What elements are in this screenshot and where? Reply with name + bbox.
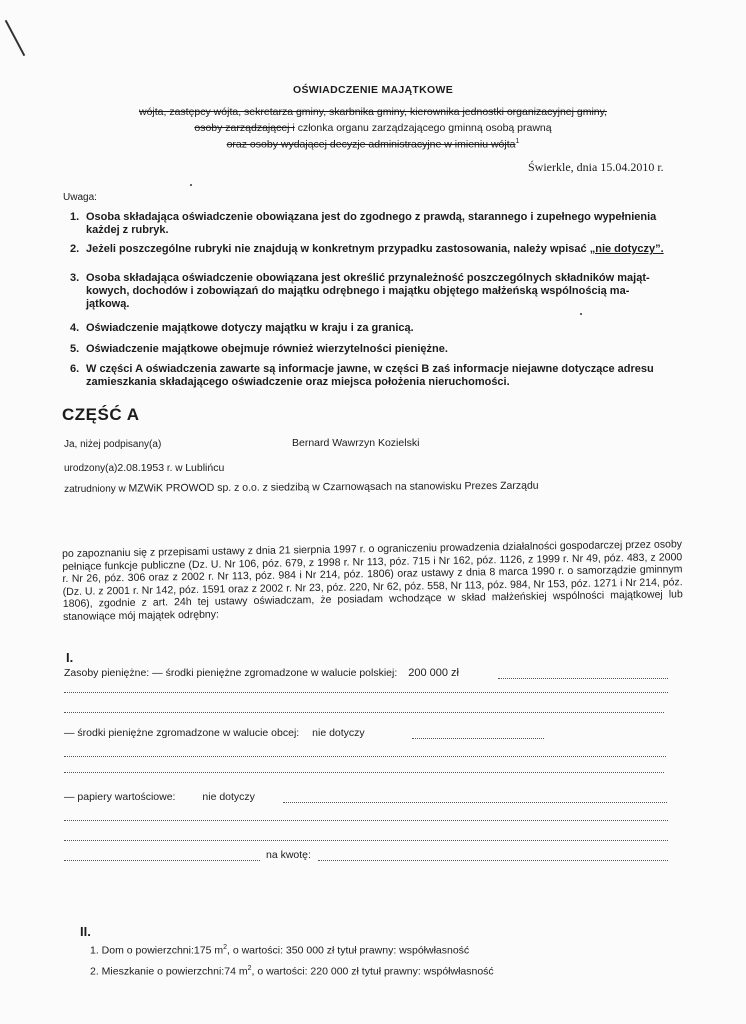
dotted-line — [64, 756, 666, 757]
section-1-heading: I. — [66, 650, 74, 665]
born-row: urodzony(a)2.08.1953 r. w Lublińcu — [64, 462, 225, 474]
dotted-line — [64, 772, 664, 773]
house-row: 1. Dom o powierzchni:175 $m^2$, o wartości: 350 000 zł tytuł prawny: współwłasność — [90, 944, 470, 957]
dotted-line — [412, 738, 544, 739]
amount-label: na kwotę: — [266, 849, 311, 861]
struck-line-2: osoby zarządzającej i członka organu zarządzającego gminną osobą prawną — [194, 122, 552, 134]
note-2: 2. Jeżeli poszczególne rubryki nie znajdują w konkretnym przypadku zastosowania, należy wpisać „nie dotyczy”. — [70, 243, 664, 255]
signed-label: Ja, niżej podpisany(a) — [64, 439, 162, 450]
document-title: OŚWIADCZENIE MAJĄTKOWE — [292, 84, 453, 96]
struck-line-3: oraz osoby wydającej decyzje administracyjne w imieniu wójta$^1$ — [226, 138, 520, 151]
note-3: 3. Osoba składająca oświadczenie obowiązana jest określić przynależność poszczególnych składników mająt- kowych, dochodów i zobowiązań do majątku odrębnego i majątku objętego małżeńską wspólnością ma- jątkową. — [70, 272, 650, 310]
dotted-line — [64, 860, 260, 861]
stray-dot — [580, 313, 582, 315]
dotted-line — [64, 712, 664, 713]
note-4: 4. Oświadczenie majątkowe dotyczy majątku w kraju i za granicą. — [70, 322, 414, 334]
dotted-line — [64, 820, 668, 821]
cash-foreign-row: — środki pieniężne zgromadzone w walucie obcej: nie dotyczy — [64, 727, 365, 739]
note-6: 6. W części A oświadczenia zawarte są informacje jawne, w części B zaś informacje niejawne dotyczące adresu zamieszkania składającego oświadczenie oraz miejsca położenia nieruchomości. — [70, 363, 654, 388]
stray-dot — [190, 184, 192, 186]
struck-line-1: wójta, zastępcy wójta, sekretarza gminy, skarbnika gminy, kierownika jednostki organizacyjnej gminy, — [138, 106, 608, 118]
note-1: 1. Osoba składająca oświadczenie obowiązana jest do zgodnego z prawdą, starannego i zupełnego wypełnienia każdej z rubryk. — [70, 211, 657, 236]
section-2-heading: II. — [80, 924, 91, 939]
dotted-line — [498, 678, 668, 679]
pen-mark — [5, 20, 26, 56]
flat-row: 2. Mieszkanie o powierzchni:74 $m^2$, o wartości: 220 000 zł tytuł prawny: współwłasność — [90, 965, 494, 978]
securities-row: — papiery wartościowe: nie dotyczy — [64, 791, 255, 803]
place-date: Świerklе, dnia 15.04.2010 r. — [528, 160, 664, 174]
part-a-heading: CZĘŚĆ A — [62, 405, 140, 424]
signed-name: Bernard Wawrzyn Kozielski — [292, 437, 420, 449]
dotted-line — [64, 692, 668, 693]
dotted-line — [283, 802, 667, 803]
dotted-line — [318, 860, 668, 861]
employment-row: zatrudniony w MZWiK PROWOD sp. z o.o. z siedzibą w Czarnowąsach na stanowisku Prezes Zarządu — [64, 479, 539, 495]
cash-pln-row: Zasoby pieniężne: — środki pieniężne zgromadzone w walucie polskiej: 200 000 zł — [64, 667, 459, 679]
uwaga-label: Uwaga: — [63, 192, 97, 203]
note-5: 5. Oświadczenie majątkowe obejmuje również wierzytelności pieniężne. — [70, 343, 448, 355]
statute-paragraph: po zapoznaniu się z przepisami ustawy z dnia 21 sierpnia 1997 r. o ograniczeniu prowadzenia działalności gospodarczej przez osoby pełniące funkcje publiczne (Dz. U. Nr 106, póz. 679, z 1998 r. Nr 113, póz. 715 i Nr 162, póz. 1126, z 1999 r. Nr 49, póz. 483, z 2000 r. Nr 26, póz. 306 oraz z 2002 r. Nr 113, póz. 984 i Nr 214, póz. 1806) oraz ustawy z dnia 8 marca 1990 r. o samorządzie gminnym (Dz. U. z 2001 r. Nr 142, póz. 1591 oraz z 2002 r. Nr 23, póz. 220, Nr 62, póz. 558, Nr 113, póz. 984, Nr 153, póz. 1271 i Nr 214, póz. 1806), zgodnie z art. 24h tej ustawy oświadczam, że posiadam wchodzące w skład małżeńskiej wspólności majątkowej lub stanowiące mój majątek odrębny: — [62, 538, 683, 623]
dotted-line — [64, 840, 668, 841]
